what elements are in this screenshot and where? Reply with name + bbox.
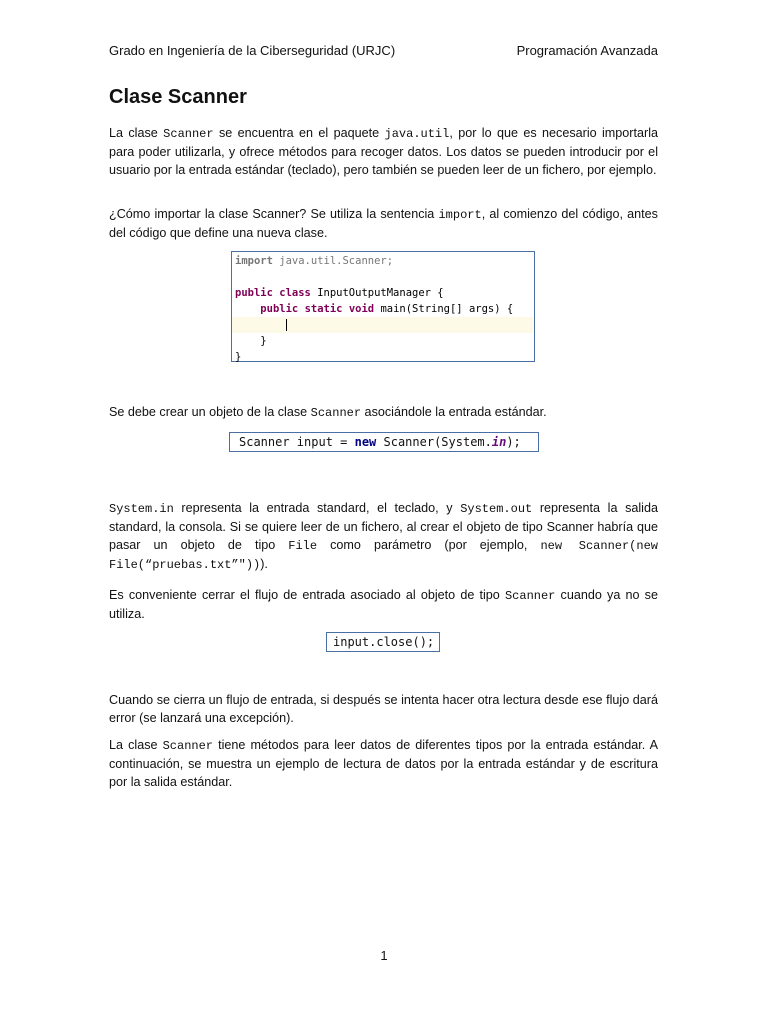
inline-code: File [288, 539, 318, 553]
inline-code: import [438, 208, 482, 222]
code-line: public class InputOutputManager { [235, 287, 444, 299]
inline-code: Scanner [163, 127, 214, 141]
paragraph-methods: La clase Scanner tiene métodos para leer datos de diferentes tipos por la entrada estándar. A continuación, se muestra un ejemplo de lectura de datos por la entrada estándar y de escritura por la salida estándar. [109, 738, 658, 789]
paragraph-system-in: System.in representa la entrada standard, el teclado, y System.out representa la salida standard, la consola. Si se quiere leer de un fichero, al crear el objeto de tipo Scanner habría que pasar un objeto de tipo File como parámetro (por ejemplo, new Scanner(new File(“pruebas.txt”"))). [109, 501, 658, 572]
header-left: Grado en Ingeniería de la Ciberseguridad (URJC) [109, 43, 396, 58]
paragraph-create-object: Se debe crear un objeto de la clase Scanner asociándole la entrada estándar. [109, 405, 547, 420]
inline-code: Scanner [162, 739, 214, 753]
inline-code: System.out [460, 502, 533, 516]
inline-code: Scanner [310, 406, 362, 420]
code-line: } [235, 351, 242, 363]
inline-code: Scanner [504, 589, 556, 603]
code-line: import java.util.Scanner; [235, 255, 394, 267]
code-line-blank [232, 269, 534, 285]
code-line-current [232, 317, 534, 333]
code-line: public static void main(String[] args) { [260, 303, 514, 315]
paragraph-exception: Cuando se cierra un flujo de entrada, si después se intenta hacer otra lectura desde ese flujo dará error (se lanzará una excepción). [109, 693, 658, 725]
inline-code: new Scanner(new File(“pruebas.txt”")) [109, 539, 658, 572]
inline-code: java.util [384, 127, 450, 141]
code-line: } [235, 335, 267, 347]
inline-code: System.in [109, 502, 174, 516]
page-number: 1 [380, 948, 388, 963]
code-block-close: input.close(); [326, 632, 440, 652]
code-block-import [231, 251, 535, 362]
header-right: Programación Avanzada [516, 43, 658, 58]
text-cursor [286, 319, 287, 331]
paragraph-intro: La clase Scanner se encuentra en el paquete java.util, por lo que es necesario importarla para poder utilizarla, y ofrece métodos para recoger datos. Los datos se pueden introducir por el usuario por la entrada estándar (teclado), pero también se pueden leer de un fichero, por ejemplo. [109, 126, 659, 177]
code-block-scanner: Scanner input = new Scanner(System.in); [229, 432, 539, 452]
page-title: Clase Scanner [109, 86, 247, 108]
paragraph-close: Es conveniente cerrar el flujo de entrada asociado al objeto de tipo Scanner cuando ya no se utiliza. [109, 588, 658, 621]
paragraph-import: ¿Cómo importar la clase Scanner? Se utiliza la sentencia import, al comienzo del código, antes del código que define una nueva clase. [109, 207, 658, 240]
